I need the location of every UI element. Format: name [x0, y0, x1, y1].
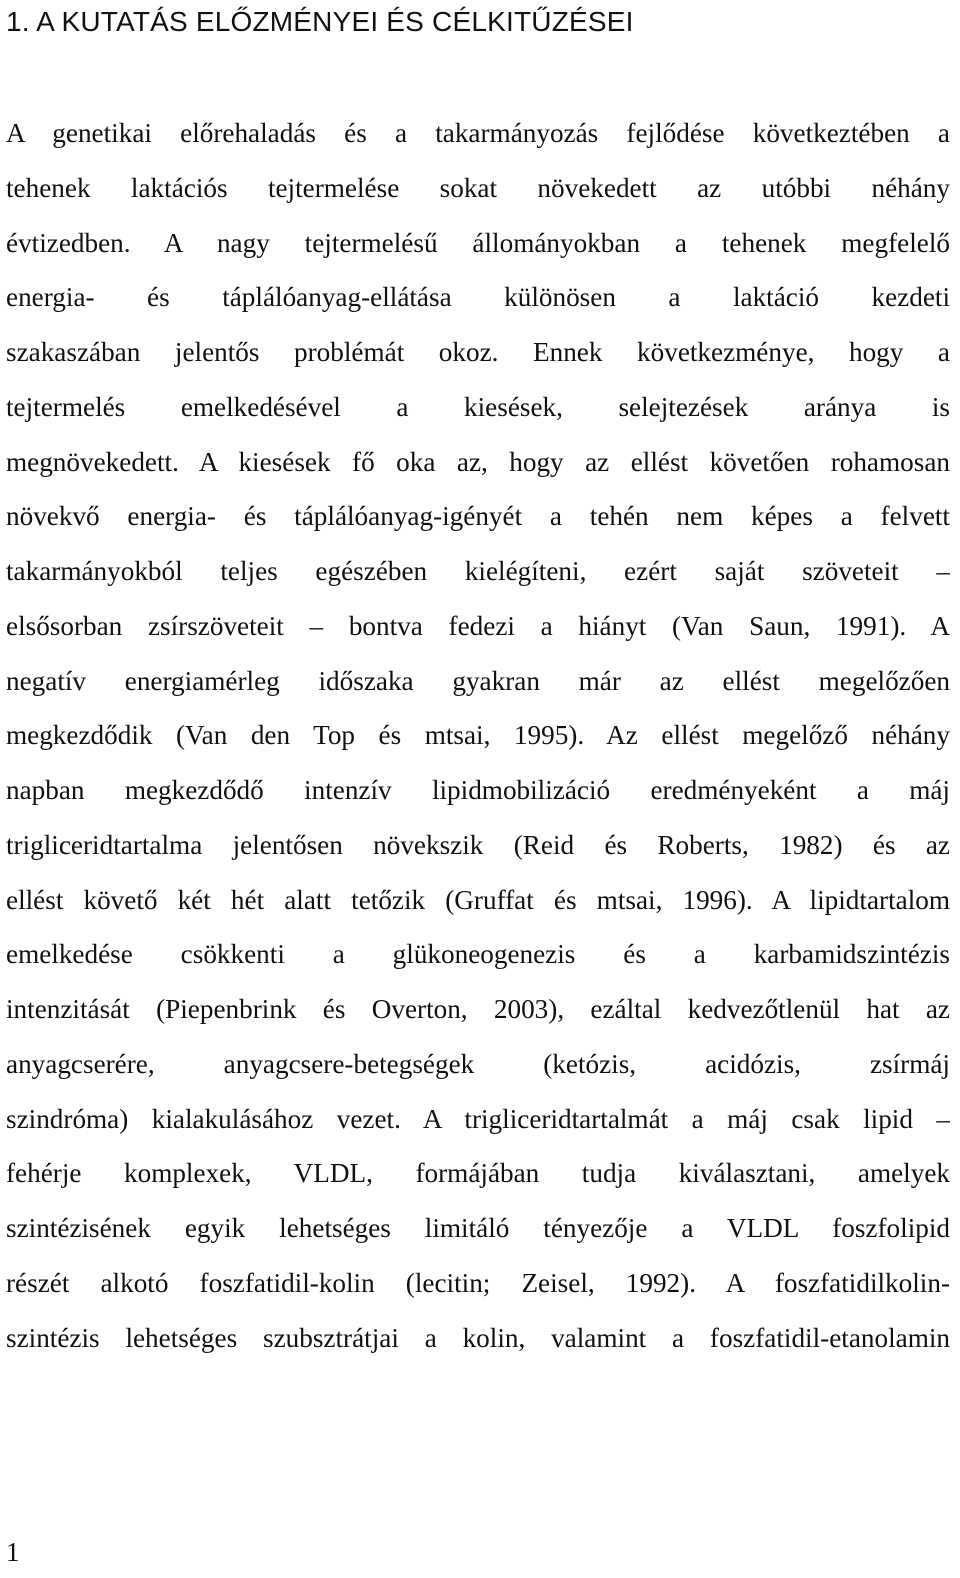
- paragraph-line: ellést követő két hét alatt tetőzik (Gruffat és mtsai, 1996). A lipidtartalom: [6, 884, 950, 915]
- section-heading: 1. A KUTATÁS ELŐZMÉNYEI ÉS CÉLKITŰZÉSEI: [6, 6, 634, 37]
- paragraph-line: tehenek laktációs tejtermelése sokat növekedett az utóbbi néhány: [6, 172, 950, 203]
- paragraph-line: részét alkotó foszfatidil-kolin (lecitin; Zeisel, 1992). A foszfatidilkolin-: [6, 1267, 950, 1298]
- paragraph-line: szindróma) kialakulásához vezet. A trigliceridtartalmát a máj csak lipid –: [6, 1103, 950, 1134]
- page-number: 1: [6, 1537, 20, 1567]
- paragraph-line: tejtermelés emelkedésével a kiesések, selejtezések aránya is: [6, 391, 950, 422]
- paragraph-line: negatív energiamérleg időszaka gyakran már az ellést megelőzően: [6, 665, 950, 696]
- paragraph-line: intenzitását (Piepenbrink és Overton, 2003), ezáltal kedvezőtlenül hat az: [6, 994, 950, 1024]
- paragraph-line: megkezdődik (Van den Top és mtsai, 1995). Az ellést megelőző néhány: [6, 720, 950, 751]
- paragraph-line: A genetikai előrehaladás és a takarmányozás fejlődése következtében a: [6, 118, 950, 148]
- paragraph-line: fehérje komplexek, VLDL, formájában tudja kiválasztani, amelyek: [6, 1158, 950, 1189]
- paragraph-line: növekvő energia- és táplálóanyag-igényét a tehén nem képes a felvett: [6, 501, 950, 532]
- paragraph-line: emelkedése csökkenti a glükoneogenezis és a karbamidszintézis: [6, 939, 950, 970]
- paragraph-line: szintézis lehetséges szubsztrátjai a kolin, valamint a foszfatidil-etanolamin: [6, 1322, 950, 1353]
- paragraph-line: napban megkezdődő intenzív lipidmobilizáció eredményeként a máj: [6, 775, 950, 805]
- paragraph-line: takarmányokból teljes egészében kielégíteni, ezért saját szöveteit –: [6, 556, 950, 586]
- paragraph-line: szakaszában jelentős problémát okoz. Ennek következménye, hogy a: [6, 337, 950, 367]
- paragraph-line: évtizedben. A nagy tejtermelésű állományokban a tehenek megfelelő: [6, 227, 950, 258]
- paragraph-line: szintézisének egyik lehetséges limitáló tényezője a VLDL foszfolipid: [6, 1213, 950, 1243]
- paragraph-line: anyagcserére, anyagcsere-betegségek (ketózis, acidózis, zsírmáj: [6, 1048, 950, 1079]
- body-paragraph: [6, 106, 950, 1365]
- paragraph-line: elsősorban zsírszöveteit – bontva fedezi a hiányt (Van Saun, 1991). A: [6, 610, 950, 641]
- paragraph-line: energia- és táplálóanyag-ellátása különösen a laktáció kezdeti: [6, 282, 950, 313]
- paragraph-line: trigliceridtartalma jelentősen növekszik (Reid és Roberts, 1982) és az: [6, 829, 950, 860]
- paragraph-line: megnövekedett. A kiesések fő oka az, hogy az ellést követően rohamosan: [6, 446, 950, 477]
